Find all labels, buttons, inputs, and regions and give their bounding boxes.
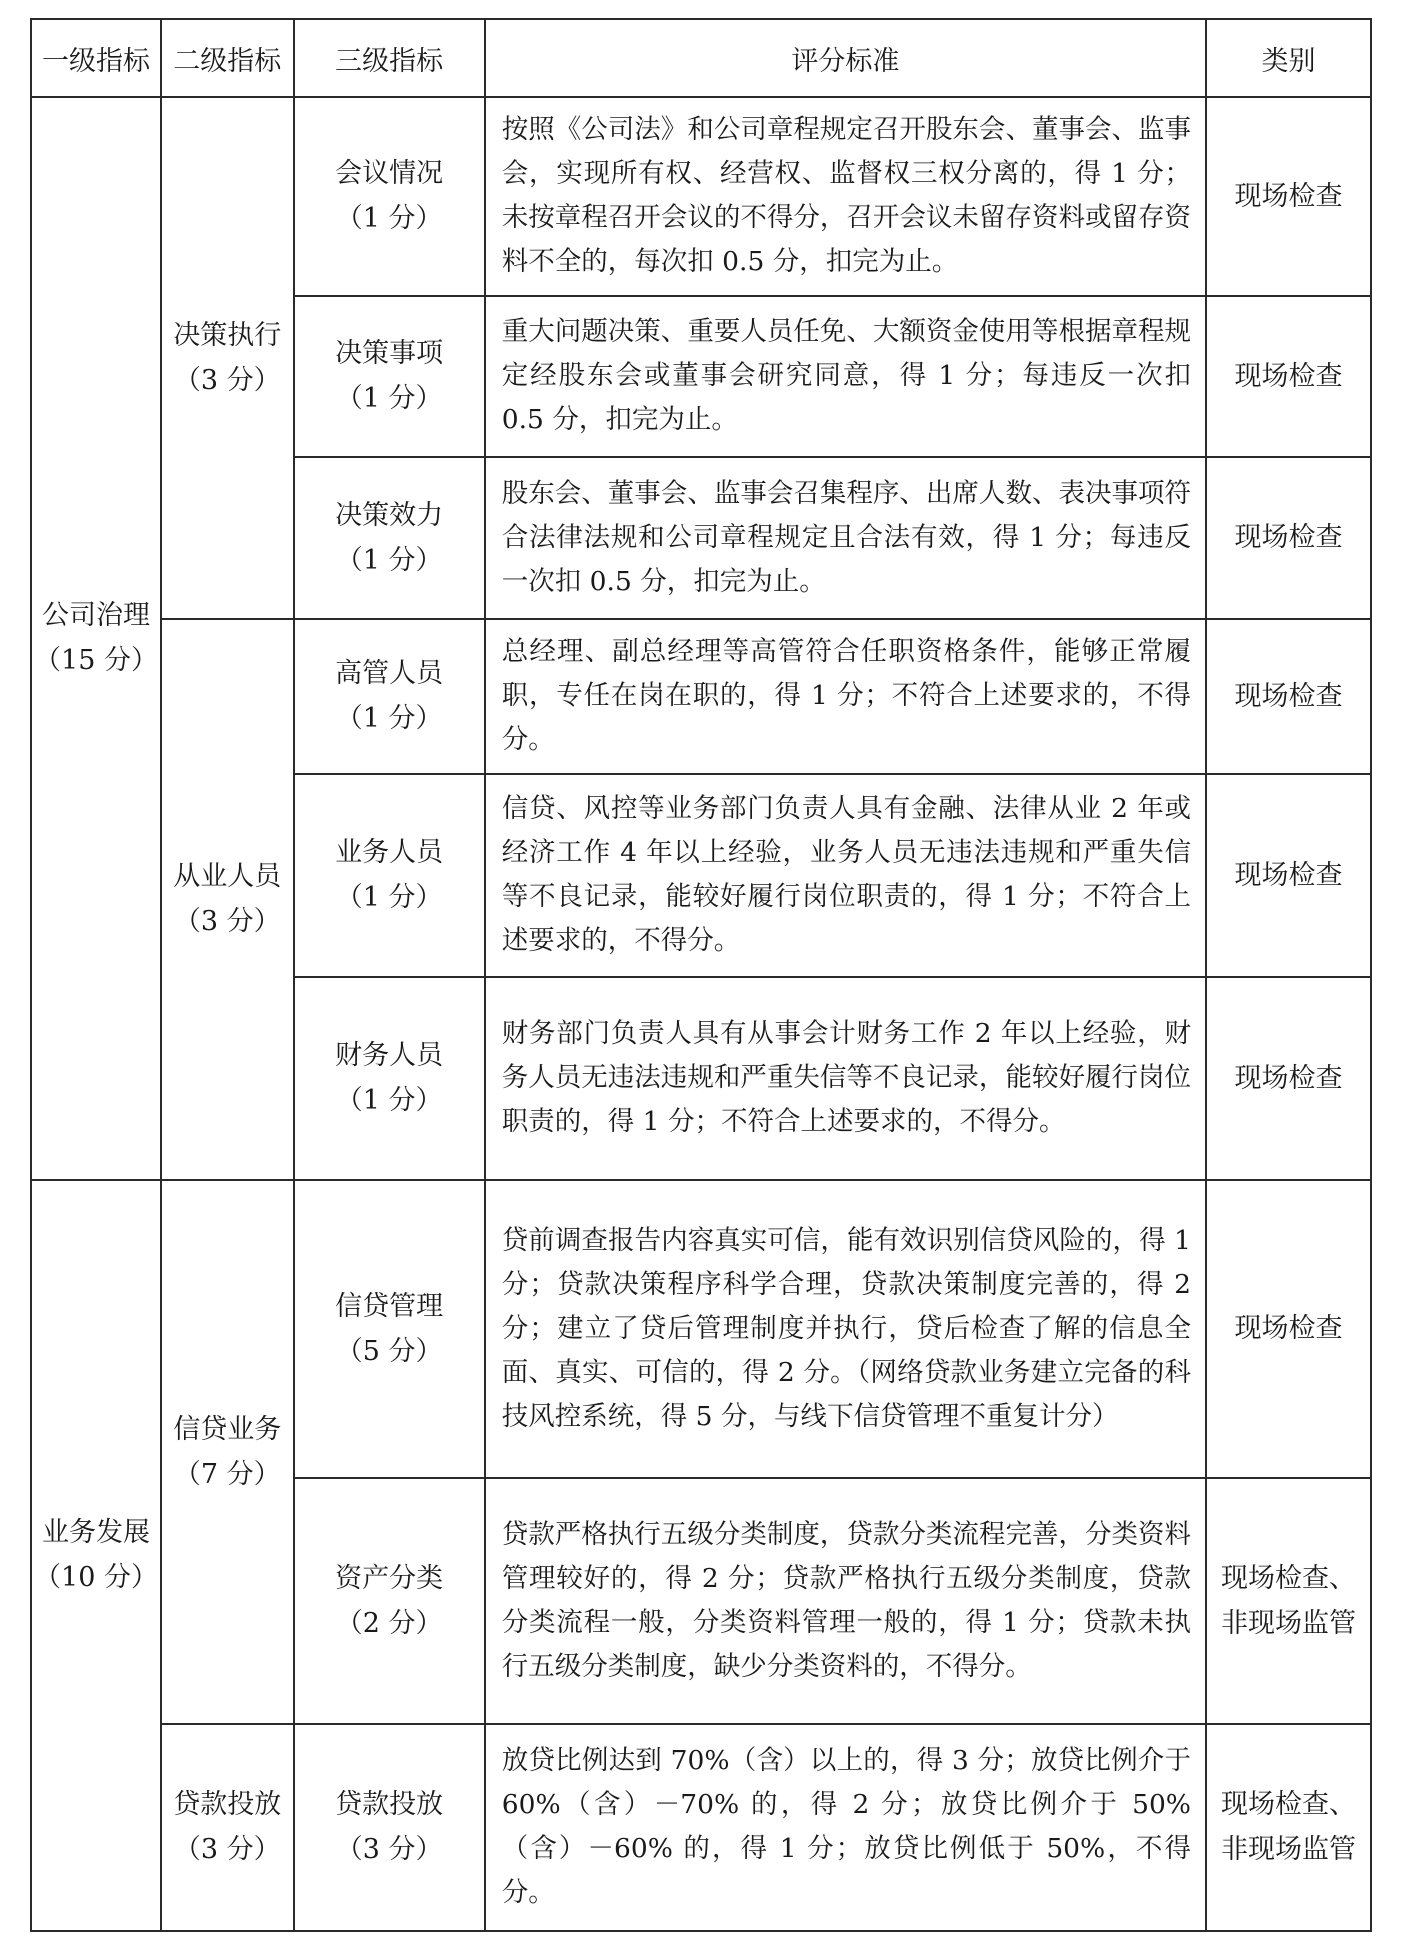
level3-cell [294, 1180, 485, 1478]
level3-name: 贷款投放 [335, 1789, 444, 1821]
criteria-cell: 贷前调查报告内容真实可信，能有效识别信贷风险的，得 1 分；贷款决策程序科学合理，贷款决策制度完善的，得 2 分；建立了贷后管理制度并执行，贷后检查了解的信息全面、真实、可信的，得 2 分。（网络贷款业务建立完备的科技风控系统，得 5 分，与线下信贷管理不重复计分） [485, 1180, 1206, 1478]
level3-cell [294, 977, 485, 1180]
category-line: 非现场监管 [1221, 1834, 1356, 1866]
level1-score: （15 分） [34, 645, 158, 677]
category-line: 现场检查 [1234, 522, 1343, 554]
level1-cell [31, 97, 161, 1180]
criteria-cell: 总经理、副总经理等高管符合任职资格条件，能够正常履职，专任在岗在职的，得 1 分；不符合上述要求的，不得分。 [485, 619, 1206, 774]
scoring-table [30, 18, 1372, 1932]
category-cell [1206, 296, 1371, 457]
criteria-cell: 放贷比例达到 70%（含）以上的，得 3 分；放贷比例介于 60%（含）－70% 的，得 2 分；放贷比例介于 50%（含）－60% 的，得 1 分；放贷比例低于 50%，不得分。 [485, 1724, 1206, 1931]
level1-name: 业务发展 [42, 1517, 150, 1549]
level3-cell [294, 774, 485, 977]
category-cell [1206, 457, 1371, 618]
category-line: 现场检查 [1234, 1062, 1343, 1094]
table-row [31, 619, 1371, 774]
category-cell [1206, 619, 1371, 774]
level2-score: （3 分） [173, 906, 281, 938]
category-line: 现场检查、 [1221, 1562, 1356, 1594]
criteria-cell: 信贷、风控等业务部门负责人具有金融、法律从业 2 年或经济工作 4 年以上经验，业务人员无违法违规和严重失信等不良记录，能较好履行岗位职责的，得 1 分；不符合上述要求的，不得分。 [485, 774, 1206, 977]
level3-score: （1 分） [335, 1085, 443, 1117]
category-line: 现场检查 [1234, 360, 1343, 392]
level3-name: 信贷管理 [335, 1290, 444, 1322]
level3-score: （3 分） [335, 1834, 443, 1866]
level3-name: 财务人员 [335, 1040, 444, 1072]
criteria-cell: 财务部门负责人具有从事会计财务工作 2 年以上经验，财务人员无违法违规和严重失信等不良记录，能较好履行岗位职责的，得 1 分；不符合上述要求的，不得分。 [485, 977, 1206, 1180]
criteria-cell: 股东会、董事会、监事会召集程序、出席人数、表决事项符合法律法规和公司章程规定且合法有效，得 1 分；每违反一次扣 0.5 分，扣完为止。 [485, 457, 1206, 618]
header-category: 类别 [1206, 19, 1371, 97]
header-level1: 一级指标 [31, 19, 161, 97]
category-line: 现场检查、 [1221, 1789, 1356, 1821]
level3-cell [294, 1724, 485, 1931]
category-line: 现场检查 [1234, 180, 1343, 212]
level2-score: （3 分） [173, 1834, 281, 1866]
level3-score: （1 分） [335, 203, 443, 235]
category-cell [1206, 97, 1371, 296]
level3-score: （1 分） [335, 703, 443, 735]
header-row [31, 19, 1371, 97]
level3-cell [294, 296, 485, 457]
level3-score: （2 分） [335, 1607, 443, 1639]
level3-cell [294, 97, 485, 296]
category-cell [1206, 977, 1371, 1180]
level2-name: 决策执行 [173, 319, 282, 351]
level3-name: 决策效力 [335, 499, 444, 531]
header-level2: 二级指标 [161, 19, 294, 97]
category-line: 非现场监管 [1221, 1607, 1356, 1639]
level2-cell [161, 1180, 294, 1724]
level3-name: 会议情况 [335, 158, 444, 190]
level2-cell [161, 97, 294, 619]
level3-cell [294, 619, 485, 774]
level3-score: （1 分） [335, 544, 443, 576]
level1-name: 公司治理 [42, 600, 150, 632]
header-level3: 三级指标 [294, 19, 485, 97]
level3-cell [294, 1478, 485, 1724]
criteria-cell: 重大问题决策、重要人员任免、大额资金使用等根据章程规定经股东会或董事会研究同意，得 1 分；每违反一次扣 0.5 分，扣完为止。 [485, 296, 1206, 457]
header-criteria: 评分标准 [485, 19, 1206, 97]
level2-name: 从业人员 [173, 861, 282, 893]
level1-cell [31, 1180, 161, 1931]
criteria-cell: 按照《公司法》和公司章程规定召开股东会、董事会、监事会，实现所有权、经营权、监督权三权分离的，得 1 分；未按章程召开会议的不得分，召开会议未留存资料或留存资料不全的，每次扣 0.5 分，扣完为止。 [485, 97, 1206, 296]
table-row [31, 1724, 1371, 1931]
table-row [31, 1180, 1371, 1478]
level3-score: （1 分） [335, 882, 443, 914]
level3-name: 资产分类 [335, 1562, 444, 1594]
category-cell [1206, 1180, 1371, 1478]
category-cell [1206, 774, 1371, 977]
category-cell [1206, 1724, 1371, 1931]
level1-score: （10 分） [34, 1562, 158, 1594]
criteria-cell: 贷款严格执行五级分类制度，贷款分类流程完善，分类资料管理较好的，得 2 分；贷款严格执行五级分类制度，贷款分类流程一般，分类资料管理一般的，得 1 分；贷款未执行五级分类制度，缺少分类资料的，不得分。 [485, 1478, 1206, 1724]
level3-name: 决策事项 [335, 338, 444, 370]
level3-name: 业务人员 [335, 837, 444, 869]
category-line: 现场检查 [1234, 1313, 1343, 1345]
level3-score: （5 分） [335, 1335, 443, 1367]
level2-cell [161, 1724, 294, 1931]
level2-cell [161, 619, 294, 1180]
category-line: 现场检查 [1234, 859, 1343, 891]
level2-score: （3 分） [173, 364, 281, 396]
level2-name: 信贷业务 [173, 1413, 282, 1445]
level3-score: （1 分） [335, 383, 443, 415]
table-row [31, 97, 1371, 296]
level2-score: （7 分） [173, 1458, 281, 1490]
category-line: 现场检查 [1234, 680, 1343, 712]
level3-cell [294, 457, 485, 618]
category-cell [1206, 1478, 1371, 1724]
level3-name: 高管人员 [335, 658, 444, 690]
level2-name: 贷款投放 [173, 1789, 282, 1821]
